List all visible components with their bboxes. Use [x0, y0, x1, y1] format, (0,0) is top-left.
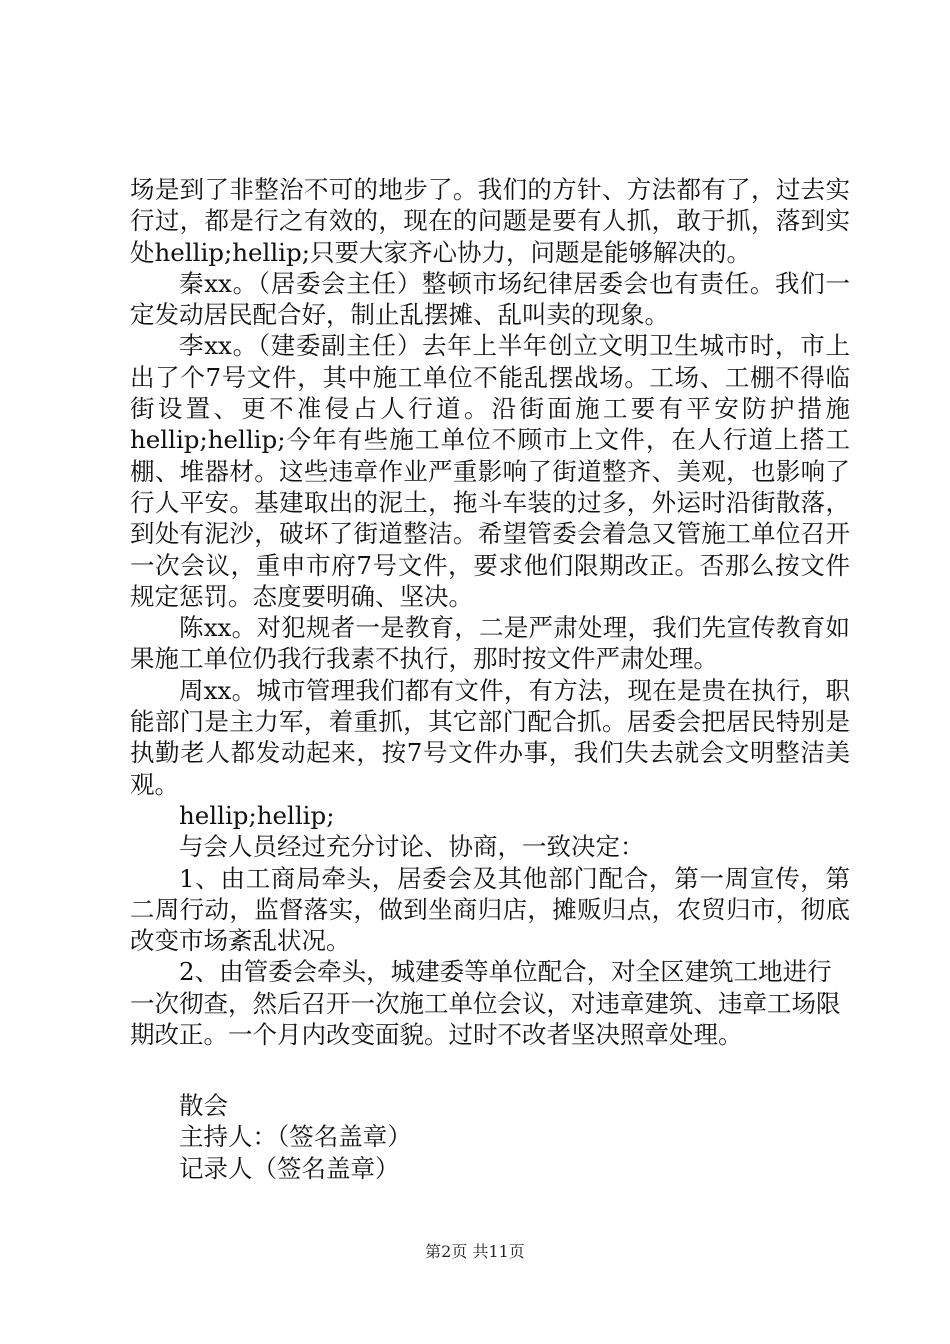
- paragraph-zhou-statement: 周xx。城市管理我们都有文件，有方法，现在是贵在执行，职能部门是主力军，着重抓，其它部门配合抓。居委会把居民特别是执勤老人都发动起来，按7号文件办事，我们失去就会文明整洁美观。: [130, 675, 850, 799]
- paragraph-qin-statement: 秦xx。（居委会主任）整顿市场纪律居委会也有责任。我们一定发动居民配合好，制止乱摆摊、乱叫卖的现象。: [130, 268, 850, 330]
- recorder-signature-line: 记录人（签名盖章）: [179, 1153, 400, 1183]
- closing-block: [179, 1090, 412, 1184]
- adjourn-text: 散会: [179, 1091, 228, 1120]
- paragraph-decision-2: 2、由管委会牵头，城建委等单位配合，对全区建筑工地进行一次彻查，然后召开一次施工单位会议，对违章建筑、违章工场限期改正。一个月内改变面貌。过时不改者坚决照章处理。: [130, 957, 841, 1050]
- document-body: [130, 174, 850, 1050]
- paragraph-continuation: 场是到了非整治不可的地步了。我们的方针、方法都有了，过去实行过，都是行之有效的，现在的问题是要有人抓，敢于抓，落到实处hellip;hellip;只要大家齐心协力，问题是能够解决的。: [130, 175, 850, 267]
- page-number-footer: 第2页 共11页: [425, 1242, 525, 1261]
- host-signature-line: 主持人：（签名盖章）: [179, 1122, 412, 1152]
- paragraph-li-statement: 李xx。（建委副主任）去年上半年创立文明卫生城市时，市上出了个7号文件，其中施工单位不能乱摆战场。工场、工棚不得临街设置、更不准侵占人行道。沿街面施工要有平安防护措施hellip;hellip;今年有些施工单位不顾市上文件，在人行道上搭工棚、堆器材。这些违章作业严重影响了街道整齐、美观，也影响了行人平安。基建取出的泥土，拖斗车装的过多，外运时沿街散落，到处有泥沙，破坏了街道整洁。希望管委会着急又管施工单位召开一次会议，重申市府7号文件，要求他们限期改正。否那么按文件规定惩罚。态度要明确、坚决。: [130, 331, 850, 611]
- paragraph-chen-statement: 陈xx。对犯规者一是教育，二是严肃处理，我们先宣传教育如果施工单位仍我行我素不执行，那时按文件严肃处理。: [130, 613, 850, 674]
- paragraph-decision-intro: 与会人员经过充分讨论、协商，一致决定：: [179, 832, 645, 862]
- paragraph-ellipsis: hellip;hellip;: [179, 800, 335, 830]
- paragraph-decision-1: 1、由工商局牵头，居委会及其他部门配合，第一周宣传，第二周行动，监督落实，做到坐商归店，摊贩归点，农贸归市，彻底改变市场紊乱状况。: [130, 863, 850, 956]
